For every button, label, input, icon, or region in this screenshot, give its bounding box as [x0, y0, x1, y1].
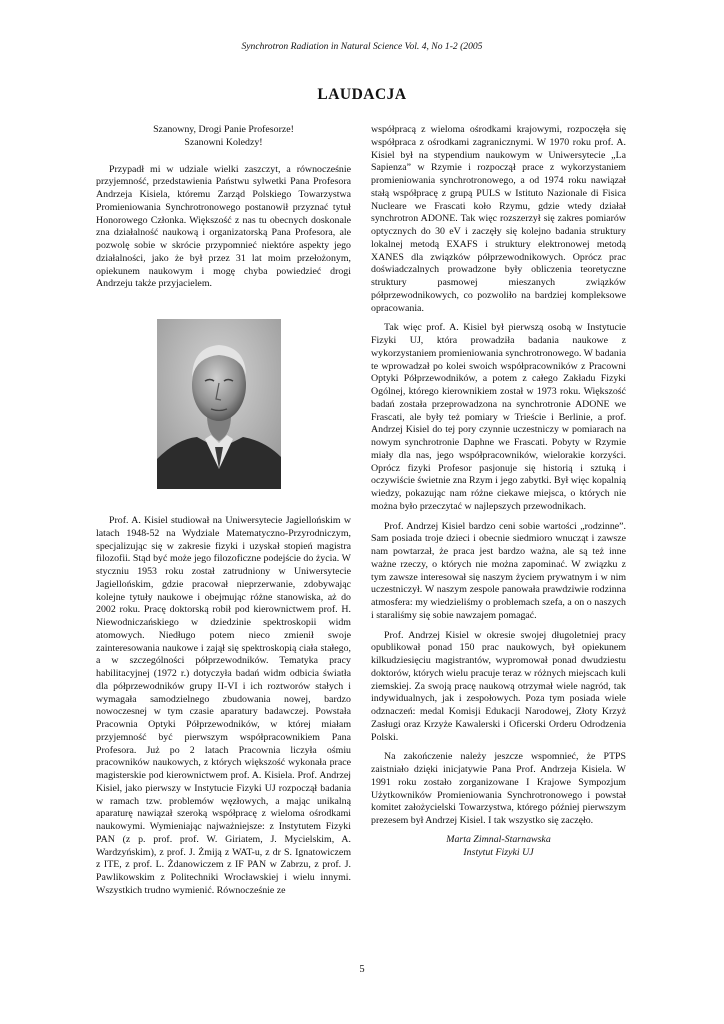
paragraph: Prof. Andrzej Kisiel bardzo ceni sobie wartości „rodzinne”. Sam posiada troje dzieci i obecnie siedmioro wnucząt i zawsze nam powtarzał, że praca jest bardzo ważna, ale są też inne ważne rzeczy, o których nie można zapominać. W związku z tym zawsze interesował się naszym życiem prywatnym i w nim uczestniczył. W naszym zespole panowała prawdziwie rodzinna atmosfera: my wiedzieliśmy o problemach szefa, a on o naszych i staraliśmy się sobie nawzajem pomagać.: [371, 520, 626, 621]
paragraph: Prof. A. Kisiel studiował na Uniwersytecie Jagiellońskim w latach 1948-52 na Wydziale Matematyczno-Przyrodniczym, specjalizując się w zakresie fizyki i uzyskał stopień magistra filozofii. Stąd być może jego filozoficzne podejście do życia. W styczniu 1953 roku został zatrudniony w Uniwersytecie Jagiellońskim, gdzie pracował nieprzerwanie, zdobywając kolejne tytuły naukowe i obejmując różne stanowiska, aż do 2002 roku. Pracę doktorską robił pod kierownictwem prof. H. Niewodniczańskiego w dziedzinie spektroskopii widm atomowych. Niedługo potem nieco zmienił swoje zainteresowania naukowe i zajął się spektroskopią ciała stałego, a w szczególności półprzewodników. Tematyka pracy habilitacyjnej (1972 r.) dotyczyła badań widm odbicia światła dla półprzewodników grupy II-VI i ich roztworów stałych i wymagała samodzielnego zbudowania nowej, bardzo nowoczesnej w tym czasie aparatury badawczej. Powstała Pracownia Optyki Półprzewodników, w której miałam przyjemność być pierwszym współpracownikiem Pana Profesora. Już po 2 latach Pracownia liczyła ośmiu pracowników naukowych, z których większość wykonała prace magisterskie pod kierownictwem prof. A. Kisiela. Prof. Andrzej Kisiel, jako pierwszy w Instytucie Fizyki UJ rozpoczął badania w ramach tzw. problemów węzłowych, a mając unikalną aparaturę nawiązał szeroką współpracę z wieloma ośrodkami naukowymi. Wymieniając najważniejsze: z Instytutem Fizyki PAN (z p. prof. prof. W. Giriatem, J. Mycielskim, A. Wardzyńskim), z prof. J. Żmiją z WAT-u, z dr S. Ignatowiczem z ITE, z prof. L. Żdanowiczem z IF PAN w Zabrzu, z prof. J. Pawlikowskim z Politechniki Wrocławskiej i wielu innymi. Wszystkich trudno wymienić. Równocześnie ze: [96, 515, 351, 896]
greeting: [96, 124, 351, 150]
article-title: LAUDACJA: [317, 86, 407, 103]
author-name: Marta Zimnal-Starnawska: [446, 833, 551, 845]
right-column: [371, 124, 626, 859]
page-number: 5: [359, 964, 365, 975]
paragraph: Na zakończenie należy jeszcze wspomnieć, że PTPS zaistniało dzięki inicjatywie Pana Prof. Andrzeja Kisiela. W 1991 roku zostało zorganizowane I Krajowe Sympozjum Użytkowników Promieniowania Synchrotronowego i powstał komitet założycielski Towarzystwa, którego później pierwszym prezesem był Andrzej Kisiel. I tak wszystko się zaczęło.: [371, 751, 626, 826]
journal-header: Synchrotron Radiation in Natural Science Vol. 4, No 1-2 (2005: [241, 41, 483, 52]
author-affiliation: Instytut Fizyki UJ: [463, 846, 534, 858]
greeting-line-1: Szanowny, Drogi Panie Profesorze!: [153, 124, 294, 135]
paragraph: Tak więc prof. A. Kisiel był pierwszą osobą w Instytucie Fizyki UJ, która prowadziła badania naukowe z wykorzystaniem promieniowania synchrotronowego. W badania te wprowadzał po kolei swoich współpracowników z Pracowni Optyki Półprzewodników, a potem z całego Zakładu Fizyki Ogólnej, którego kierownikiem został w 1973 roku. Większość badań została przeprowadzona na synchrotronie ADONE we Frascati, ale były też pomiary w Trieście i Berlinie, a prof. Andrzej Kisiel do tej pory czynnie uczestniczy w pomiarach na nowym synchrotronie Daphne we Frascati. Pobyty w Rzymie miały dla nas, jego współpracowników, wielorakie korzyści. Oprócz fizyki Profesor pasjonuje się historią i sztuką i oczywiście świetnie zna Rzym i jego zabytki. Był więc kopalnią wiedzy, pokazując nam różne ciekawe miejsca, o których nie można było przeczytać w najlepszych przewodnikach.: [371, 322, 626, 512]
portrait-photo-icon: [157, 319, 281, 489]
left-column-top: [96, 124, 351, 291]
paragraph: Przypadł mi w udziale wielki zaszczyt, a równocześnie przyjemność, przedstawienia Państwu sylwetki Pana Profesora Andrzeja Kisiela, któremu Zarząd Polskiego Towarzystwa Promieniowania Synchrotronowego postanowił przyznać tytuł Honorowego Członka. Większość z nas tu obecnych doskonale zna działalność naukową i organizatorską Pana Profesora, ale pozwolę sobie w skrócie przypomnieć niektóre aspekty jego działalności, jako że był przez 31 lat moim przełożonym, opiekunem naukowym i mogę chyba powiedzieć drogi Andrzeju także przyjacielem.: [96, 163, 351, 290]
paragraph: współpracą z wieloma ośrodkami krajowymi, rozpoczęła się współpraca z ośrodkami zagranicznymi. W 1970 roku prof. A. Kisiel był na stypendium naukowym w Uniwersytecie „La Sapienza” w Rzymie i rozpoczął prace z wykorzystaniem promieniowania synchrotronowego, a od 1974 roku nawiązał stałą współpracę z grupą PULS w Istituto Nazionale di Fisica Nucleare we Frascati koło Rzymu, gdzie wtedy działał synchrotron ADONE. Tak więc rozszerzył się zakres pomiarów optycznych do 30 eV i zaczęły się kolejno badania struktury lokalnej metodą EXAFS i struktury elektronowej metodą XANES dla związków półprzewodnikowych. Oprócz prac doświadczalnych prowadzone były obliczenia teoretyczne struktury pasmowej mieszanych związków półprzewodnikowych, co pozwoliło na bardziej kompleksowe opracowania.: [371, 124, 626, 314]
paragraph: Prof. Andrzej Kisiel w okresie swojej długoletniej pracy opublikował ponad 150 prac naukowych, był opiekunem kilkudziesięciu magistrantów, wypromował ponad dwudziestu doktorów, których wielu pracuje teraz w różnych miejscach kuli ziemskiej. Za swoją pracę naukową otrzymał wiele nagród, tak indywidualnych, jak i zespołowych. Poza tym posiada wiele odznaczeń: medal Komisji Edukacji Narodowej, Złoty Krzyż Zasługi oraz Krzyże Kawalerski i Oficerski Orderu Odrodzenia Polski.: [371, 629, 626, 743]
left-column-bottom: [96, 515, 351, 898]
greeting-line-2: Szanowni Koledzy!: [184, 136, 263, 148]
portrait-photo: [157, 319, 281, 489]
